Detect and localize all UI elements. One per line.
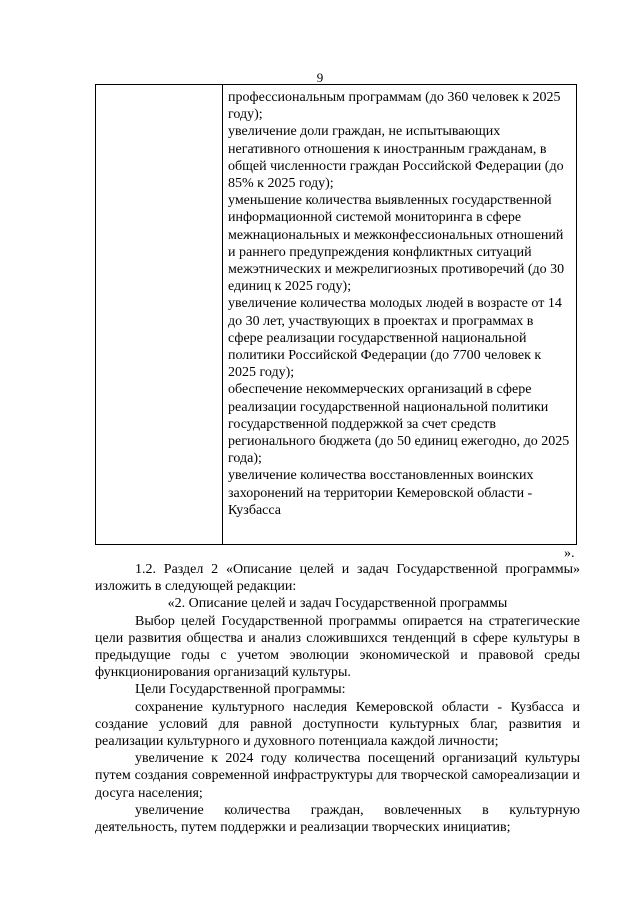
paragraph: увеличение количества граждан, вовлеченных в культурную деятельность, путем поддержки и реализации творческих инициатив; xyxy=(95,802,580,836)
table-cell-left xyxy=(96,85,223,544)
table-cell-right xyxy=(223,85,576,544)
page-number: 9 xyxy=(316,70,324,85)
paragraph: Выбор целей Государственной программы опирается на стратегические цели развития общества и анализ сложившихся тенденций в сфере культуры в предыдущие годы с учетом эволюции экономической и правовой среды функционирования организаций культуры. xyxy=(95,613,580,681)
table-line: увеличение доли граждан, не испытывающих негативного отношения к иностранным гражданам, в общей численности граждан Российской Федерации (до 85% к 2025 году); xyxy=(228,124,564,192)
table-line: обеспечение некоммерческих организаций в сфере реализации государственной национальной политики государственной поддержкой за счет средств регионального бюджета (до 50 единиц ежегодно, до 2025 года); xyxy=(228,382,570,467)
paragraph: Цели Государственной программы: xyxy=(135,682,346,698)
body-text xyxy=(95,561,580,836)
section-heading: «2. Описание целей и задач Государственной программы xyxy=(167,596,508,612)
closing-quote: ». xyxy=(564,546,575,561)
table-line: увеличение количества восстановленных воинских захоронений на территории Кемеровской области - Кузбасса xyxy=(228,468,534,518)
paragraph: сохранение культурного наследия Кемеровской области - Кузбасса и создание условий для равной доступности культурных благ, развития и реализации культурного и духовного потенциала каждой личности; xyxy=(95,699,580,750)
table-line: увеличение количества молодых людей в возрасте от 14 до 30 лет, участвующих в проектах и программах в сфере реализации государственной национальной политики Российской Федерации (до 7700 человек к 2025 году); xyxy=(228,296,562,381)
table-line: профессиональным программам (до 360 человек к 2025 году); xyxy=(228,90,561,123)
paragraph: 1.2. Раздел 2 «Описание целей и задач Государственной программы» изложить в следующей редакции: xyxy=(95,562,580,595)
continuation-table xyxy=(95,84,577,545)
paragraph: увеличение к 2024 году количества посещений организаций культуры путем создания современной инфраструктуры для творческой самореализации и досуга населения; xyxy=(95,751,580,801)
table-line: уменьшение количества выявленных государственной информационной системой мониторинга в сфере межнациональных и межконфессиональных отношений и раннего предупреждения конфликтных ситуаций межэтнических и межрелигиозных противоречий (до 30 единиц к 2025 году); xyxy=(228,193,565,295)
